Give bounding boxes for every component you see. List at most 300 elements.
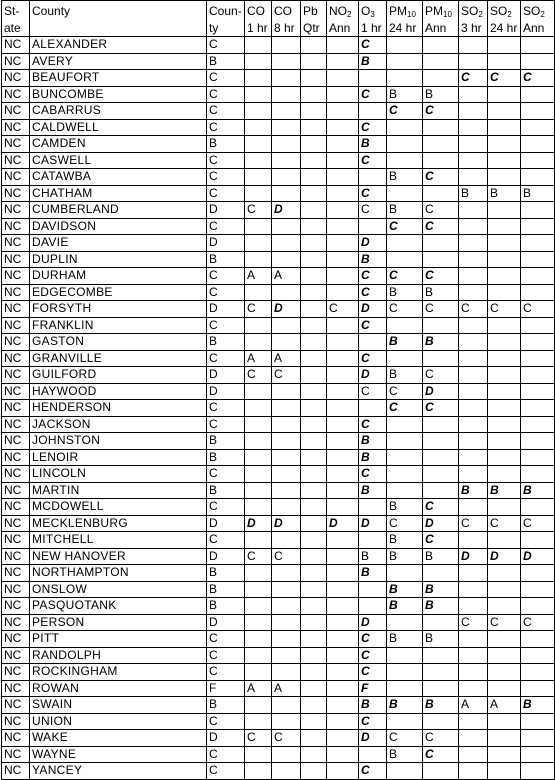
state-cell: NC — [2, 730, 30, 747]
county-cell: CAMDEN — [30, 136, 207, 153]
so2-24hr-cell — [488, 664, 521, 681]
so2-3hr-cell: C — [459, 301, 488, 318]
state-cell: NC — [2, 169, 30, 186]
so2-3hr-cell: C — [459, 614, 488, 631]
o3-cell: B — [359, 136, 387, 153]
table-row — [2, 614, 555, 631]
pb-cell — [301, 664, 327, 681]
so2-3hr-cell — [459, 53, 488, 70]
table-row — [2, 466, 555, 483]
co-1hr-cell — [245, 614, 272, 631]
so2-24hr-cell — [488, 334, 521, 351]
pm10-ann-cell — [423, 449, 459, 466]
so2-24hr-cell — [488, 202, 521, 219]
so2-ann-cell — [521, 598, 555, 615]
no2-cell: D — [327, 515, 359, 532]
so2-3hr-cell — [459, 449, 488, 466]
co-8hr-cell — [272, 763, 301, 780]
pm10-24hr-cell: C — [387, 301, 423, 318]
pm10-24hr-cell — [387, 136, 423, 153]
co-1hr-cell — [245, 532, 272, 549]
county-cell: NEW HANOVER — [30, 548, 207, 565]
so2-3hr-cell — [459, 631, 488, 648]
so2-3hr-cell — [459, 367, 488, 384]
county-cell: NORTHAMPTON — [30, 565, 207, 582]
co-8hr-cell — [272, 614, 301, 631]
pb-cell — [301, 136, 327, 153]
state-cell: NC — [2, 449, 30, 466]
so2-ann-cell — [521, 581, 555, 598]
county-class-cell: B — [207, 251, 245, 268]
state-cell: NC — [2, 515, 30, 532]
co-8hr-cell — [272, 169, 301, 186]
so2-ann-cell — [521, 317, 555, 334]
co-1hr-cell: C — [245, 548, 272, 565]
co-1hr-cell — [245, 70, 272, 87]
county-cell: JOHNSTON — [30, 433, 207, 450]
so2-ann-cell — [521, 746, 555, 763]
state-cell: NC — [2, 70, 30, 87]
county-cell: LINCOLN — [30, 466, 207, 483]
co-1hr-cell — [245, 37, 272, 54]
no2-cell — [327, 581, 359, 598]
no2-cell — [327, 400, 359, 417]
so2-3hr-cell — [459, 152, 488, 169]
no2-cell — [327, 532, 359, 549]
so2-3hr-cell — [459, 268, 488, 285]
so2-24hr-cell — [488, 136, 521, 153]
header-so2-3hr: $SO_2$ — [459, 1, 488, 22]
co-1hr-cell — [245, 449, 272, 466]
header-pb: Pb — [301, 1, 327, 22]
table-row — [2, 367, 555, 384]
pm10-ann-cell — [423, 136, 459, 153]
header-so2-ann: $SO_2$ — [521, 1, 555, 22]
county-class-cell: C — [207, 152, 245, 169]
county-class-cell: C — [207, 70, 245, 87]
so2-24hr-cell — [488, 746, 521, 763]
header-co-1hr-avg: 1 hr — [245, 21, 272, 37]
no2-cell — [327, 367, 359, 384]
o3-cell — [359, 400, 387, 417]
so2-24hr-cell — [488, 581, 521, 598]
so2-24hr-cell — [488, 251, 521, 268]
state-cell: NC — [2, 614, 30, 631]
county-class-cell: C — [207, 763, 245, 780]
table-row — [2, 763, 555, 780]
no2-cell — [327, 235, 359, 252]
county-class-cell: C — [207, 119, 245, 136]
state-cell: NC — [2, 284, 30, 301]
pb-cell — [301, 614, 327, 631]
co-1hr-cell — [245, 713, 272, 730]
county-cell: EDGECOMBE — [30, 284, 207, 301]
table-row — [2, 70, 555, 87]
no2-cell — [327, 664, 359, 681]
county-cell: FRANKLIN — [30, 317, 207, 334]
co-1hr-cell — [245, 334, 272, 351]
header-county-cont — [30, 21, 207, 37]
co-8hr-cell — [272, 598, 301, 615]
pm10-24hr-cell: C — [387, 383, 423, 400]
co-1hr-cell — [245, 251, 272, 268]
co-8hr-cell: D — [272, 515, 301, 532]
so2-24hr-cell — [488, 565, 521, 582]
so2-24hr-cell — [488, 86, 521, 103]
pm10-24hr-cell: B — [387, 284, 423, 301]
pm10-ann-cell: B — [423, 86, 459, 103]
pm10-24hr-cell: B — [387, 532, 423, 549]
co-1hr-cell — [245, 631, 272, 648]
so2-ann-cell — [521, 532, 555, 549]
no2-cell — [327, 202, 359, 219]
co-8hr-cell — [272, 70, 301, 87]
table-row — [2, 647, 555, 664]
table-row — [2, 532, 555, 549]
so2-ann-cell — [521, 350, 555, 367]
co-1hr-cell — [245, 763, 272, 780]
o3-cell: C — [359, 647, 387, 664]
pm10-24hr-cell — [387, 647, 423, 664]
county-cell: RANDOLPH — [30, 647, 207, 664]
county-class-cell: C — [207, 218, 245, 235]
o3-cell — [359, 746, 387, 763]
co-1hr-cell — [245, 565, 272, 582]
so2-24hr-cell: B — [488, 185, 521, 202]
table-row — [2, 515, 555, 532]
pm10-24hr-cell — [387, 317, 423, 334]
county-cell: ALEXANDER — [30, 37, 207, 54]
co-1hr-cell — [245, 152, 272, 169]
no2-cell — [327, 37, 359, 54]
pb-cell — [301, 449, 327, 466]
co-8hr-cell — [272, 697, 301, 714]
so2-24hr-cell — [488, 235, 521, 252]
pm10-24hr-cell: B — [387, 334, 423, 351]
table-row — [2, 482, 555, 499]
table-row — [2, 37, 555, 54]
state-cell: NC — [2, 301, 30, 318]
so2-3hr-cell — [459, 37, 488, 54]
state-cell: NC — [2, 53, 30, 70]
so2-24hr-cell: C — [488, 614, 521, 631]
co-8hr-cell: A — [272, 680, 301, 697]
so2-24hr-cell — [488, 680, 521, 697]
so2-24hr-cell — [488, 449, 521, 466]
pm10-24hr-cell — [387, 185, 423, 202]
so2-3hr-cell — [459, 532, 488, 549]
pm10-24hr-cell — [387, 713, 423, 730]
pm10-ann-cell — [423, 466, 459, 483]
o3-cell: C — [359, 152, 387, 169]
county-cell: CHATHAM — [30, 185, 207, 202]
no2-cell — [327, 631, 359, 648]
county-class-cell: B — [207, 449, 245, 466]
state-cell: NC — [2, 565, 30, 582]
so2-24hr-cell — [488, 367, 521, 384]
pm10-ann-cell — [423, 647, 459, 664]
pm10-24hr-cell: C — [387, 218, 423, 235]
pm10-24hr-cell — [387, 482, 423, 499]
co-1hr-cell — [245, 400, 272, 417]
pb-cell — [301, 482, 327, 499]
no2-cell: C — [327, 301, 359, 318]
header-county-class: Coun- — [207, 1, 245, 22]
so2-3hr-cell — [459, 416, 488, 433]
pm10-ann-cell — [423, 152, 459, 169]
so2-ann-cell — [521, 152, 555, 169]
so2-ann-cell — [521, 565, 555, 582]
header-so2-24hr-avg: 24 hr — [488, 21, 521, 37]
so2-3hr-cell — [459, 746, 488, 763]
state-cell: NC — [2, 317, 30, 334]
co-8hr-cell — [272, 581, 301, 598]
pm10-ann-cell: B — [423, 548, 459, 565]
so2-24hr-cell — [488, 713, 521, 730]
county-class-cell: C — [207, 185, 245, 202]
co-1hr-cell — [245, 433, 272, 450]
table-row — [2, 383, 555, 400]
state-cell: NC — [2, 631, 30, 648]
pb-cell — [301, 185, 327, 202]
pm10-ann-cell — [423, 433, 459, 450]
pm10-24hr-cell: C — [387, 400, 423, 417]
county-cell: DURHAM — [30, 268, 207, 285]
so2-3hr-cell — [459, 350, 488, 367]
table-body — [2, 37, 555, 780]
pb-cell — [301, 53, 327, 70]
table-row — [2, 251, 555, 268]
pb-cell — [301, 202, 327, 219]
o3-cell: D — [359, 235, 387, 252]
so2-3hr-cell — [459, 103, 488, 120]
so2-24hr-cell — [488, 53, 521, 70]
so2-ann-cell — [521, 119, 555, 136]
co-1hr-cell: A — [245, 680, 272, 697]
co-1hr-cell — [245, 317, 272, 334]
state-cell: NC — [2, 334, 30, 351]
pm10-24hr-cell: C — [387, 730, 423, 747]
pm10-24hr-cell: B — [387, 499, 423, 516]
pm10-24hr-cell — [387, 680, 423, 697]
header-county-class-cont: ty — [207, 21, 245, 37]
so2-ann-cell — [521, 433, 555, 450]
table-row — [2, 301, 555, 318]
header-pm10-ann-avg: Ann — [423, 21, 459, 37]
pm10-ann-cell: B — [423, 334, 459, 351]
so2-24hr-cell: A — [488, 697, 521, 714]
table-row — [2, 713, 555, 730]
pb-cell — [301, 466, 327, 483]
so2-24hr-cell — [488, 103, 521, 120]
pm10-24hr-cell: B — [387, 598, 423, 615]
pm10-24hr-cell — [387, 350, 423, 367]
pb-cell — [301, 499, 327, 516]
o3-cell: C — [359, 466, 387, 483]
county-cell: LENOIR — [30, 449, 207, 466]
co-1hr-cell: A — [245, 268, 272, 285]
pm10-ann-cell: B — [423, 284, 459, 301]
o3-cell — [359, 499, 387, 516]
pm10-24hr-cell — [387, 37, 423, 54]
so2-24hr-cell — [488, 647, 521, 664]
header-state-cont: ate — [2, 21, 30, 37]
pm10-24hr-cell: B — [387, 631, 423, 648]
state-cell: NC — [2, 680, 30, 697]
table-row — [2, 317, 555, 334]
county-class-cell: C — [207, 86, 245, 103]
so2-3hr-cell — [459, 400, 488, 417]
so2-3hr-cell — [459, 730, 488, 747]
so2-24hr-cell — [488, 152, 521, 169]
county-cell: DAVIDSON — [30, 218, 207, 235]
pb-cell — [301, 37, 327, 54]
o3-cell: B — [359, 548, 387, 565]
table-row — [2, 400, 555, 417]
o3-cell: D — [359, 730, 387, 747]
so2-24hr-cell — [488, 416, 521, 433]
pm10-ann-cell — [423, 317, 459, 334]
so2-3hr-cell — [459, 169, 488, 186]
state-cell: NC — [2, 235, 30, 252]
so2-ann-cell: B — [521, 185, 555, 202]
pm10-24hr-cell: B — [387, 746, 423, 763]
co-1hr-cell — [245, 119, 272, 136]
county-cell: ROCKINGHAM — [30, 664, 207, 681]
county-class-cell: B — [207, 581, 245, 598]
so2-24hr-cell — [488, 631, 521, 648]
pb-cell — [301, 647, 327, 664]
pm10-24hr-cell: B — [387, 548, 423, 565]
county-cell: MARTIN — [30, 482, 207, 499]
no2-cell — [327, 350, 359, 367]
table-row — [2, 548, 555, 565]
o3-cell — [359, 581, 387, 598]
o3-cell — [359, 598, 387, 615]
pb-cell — [301, 697, 327, 714]
o3-cell: B — [359, 449, 387, 466]
state-cell: NC — [2, 598, 30, 615]
so2-3hr-cell — [459, 598, 488, 615]
table-row — [2, 730, 555, 747]
so2-ann-cell: C — [521, 70, 555, 87]
no2-cell — [327, 614, 359, 631]
county-class-cell: C — [207, 284, 245, 301]
o3-cell: B — [359, 482, 387, 499]
so2-24hr-cell — [488, 169, 521, 186]
so2-3hr-cell: C — [459, 70, 488, 87]
pb-cell — [301, 631, 327, 648]
co-8hr-cell: C — [272, 367, 301, 384]
o3-cell: C — [359, 284, 387, 301]
so2-3hr-cell — [459, 86, 488, 103]
county-cell: BEAUFORT — [30, 70, 207, 87]
pm10-24hr-cell: C — [387, 103, 423, 120]
so2-ann-cell: B — [521, 482, 555, 499]
co-8hr-cell — [272, 713, 301, 730]
no2-cell — [327, 482, 359, 499]
so2-3hr-cell — [459, 136, 488, 153]
header-so2-3hr-avg: 3 hr — [459, 21, 488, 37]
header-co-1hr: CO — [245, 1, 272, 22]
county-cell: ONSLOW — [30, 581, 207, 598]
so2-ann-cell — [521, 730, 555, 747]
pm10-ann-cell: B — [423, 581, 459, 598]
so2-24hr-cell — [488, 433, 521, 450]
county-cell: UNION — [30, 713, 207, 730]
so2-ann-cell — [521, 499, 555, 516]
pb-cell — [301, 532, 327, 549]
pb-cell — [301, 251, 327, 268]
table-row — [2, 103, 555, 120]
state-cell: NC — [2, 119, 30, 136]
pm10-ann-cell — [423, 350, 459, 367]
co-8hr-cell — [272, 647, 301, 664]
so2-ann-cell — [521, 680, 555, 697]
so2-ann-cell — [521, 416, 555, 433]
county-cell: HAYWOOD — [30, 383, 207, 400]
o3-cell: D — [359, 614, 387, 631]
state-cell: NC — [2, 185, 30, 202]
county-cell: GUILFORD — [30, 367, 207, 384]
so2-3hr-cell — [459, 466, 488, 483]
co-8hr-cell — [272, 416, 301, 433]
no2-cell — [327, 466, 359, 483]
so2-3hr-cell — [459, 680, 488, 697]
no2-cell — [327, 284, 359, 301]
so2-3hr-cell — [459, 565, 488, 582]
county-cell: CABARRUS — [30, 103, 207, 120]
state-cell: NC — [2, 218, 30, 235]
o3-cell: C — [359, 416, 387, 433]
so2-ann-cell — [521, 284, 555, 301]
so2-ann-cell — [521, 449, 555, 466]
county-class-cell: C — [207, 499, 245, 516]
table-row — [2, 449, 555, 466]
o3-cell: B — [359, 565, 387, 582]
county-cell: CATAWBA — [30, 169, 207, 186]
so2-ann-cell — [521, 664, 555, 681]
pb-cell — [301, 746, 327, 763]
co-1hr-cell — [245, 581, 272, 598]
county-cell: CALDWELL — [30, 119, 207, 136]
no2-cell — [327, 730, 359, 747]
county-class-cell: D — [207, 730, 245, 747]
pm10-ann-cell: C — [423, 400, 459, 417]
co-1hr-cell — [245, 86, 272, 103]
table-row — [2, 185, 555, 202]
county-cell: BUNCOMBE — [30, 86, 207, 103]
county-class-cell: C — [207, 466, 245, 483]
so2-ann-cell — [521, 763, 555, 780]
county-class-cell: C — [207, 37, 245, 54]
co-8hr-cell — [272, 251, 301, 268]
pm10-ann-cell: C — [423, 202, 459, 219]
pm10-24hr-cell: B — [387, 581, 423, 598]
o3-cell: C — [359, 763, 387, 780]
pb-cell — [301, 581, 327, 598]
so2-24hr-cell — [488, 383, 521, 400]
o3-cell: C — [359, 631, 387, 648]
co-8hr-cell — [272, 152, 301, 169]
o3-cell: C — [359, 86, 387, 103]
table-row — [2, 152, 555, 169]
header-o3: $O_3$ — [359, 1, 387, 22]
co-8hr-cell — [272, 746, 301, 763]
so2-ann-cell — [521, 400, 555, 417]
pb-cell — [301, 598, 327, 615]
no2-cell — [327, 185, 359, 202]
